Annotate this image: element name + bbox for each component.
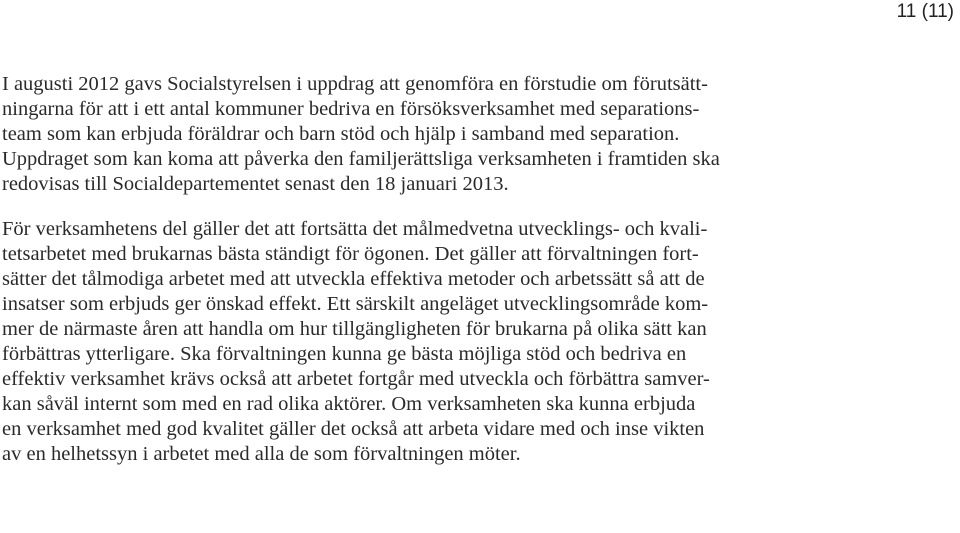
text-line: förbättras ytterligare. Ska förvaltningen kunna ge bästa möjliga stöd och bedriva en [2,343,687,365]
text-line: insatser som erbjuds ger önskad effekt. Ett särskilt angeläget utvecklingsområde kom- [2,293,709,315]
text-line: redovisas till Socialdepartementet senast den 18 januari 2013. [2,173,509,195]
text-line: kan såväl internt som med en rad olika aktörer. Om verksamheten ska kunna erbjuda [2,393,696,415]
text-line: en verksamhet med god kvalitet gäller det också att arbeta vidare med och inse vikten [2,418,705,440]
text-line: ningarna för att i ett antal kommuner bedriva en försöksverksamhet med separations- [2,98,700,120]
document-body [2,72,952,467]
text-line: mer de närmaste åren att handla om hur tillgängligheten för brukarna på olika sätt kan [2,318,707,340]
text-line: Uppdraget som kan koma att påverka den familjerättsliga verksamheten i framtiden ska [2,148,720,170]
text-line: sätter det tålmodiga arbetet med att utveckla effektiva metoder och arbetssätt så att de [2,268,705,290]
text-line: För verksamhetens del gäller det att fortsätta det målmedvetna utvecklings- och kvali- [2,218,708,240]
paragraph-2 [2,217,952,467]
text-line: team som kan erbjuda föräldrar och barn stöd och hjälp i samband med separation. [2,123,680,145]
page-number: 11 (11) [896,1,954,22]
text-line: I augusti 2012 gavs Socialstyrelsen i uppdrag att genomföra en förstudie om förutsätt- [2,73,708,95]
text-line: effektiv verksamhet krävs också att arbetet fortgår med utveckla och förbättra samver- [2,368,710,390]
text-line: av en helhetssyn i arbetet med alla de som förvaltningen möter. [2,443,521,465]
paragraph-gap [2,197,952,217]
paragraph-1 [2,72,952,197]
text-line: tetsarbetet med brukarnas bästa ständigt för ögonen. Det gäller att förvaltningen fort- [2,243,699,265]
